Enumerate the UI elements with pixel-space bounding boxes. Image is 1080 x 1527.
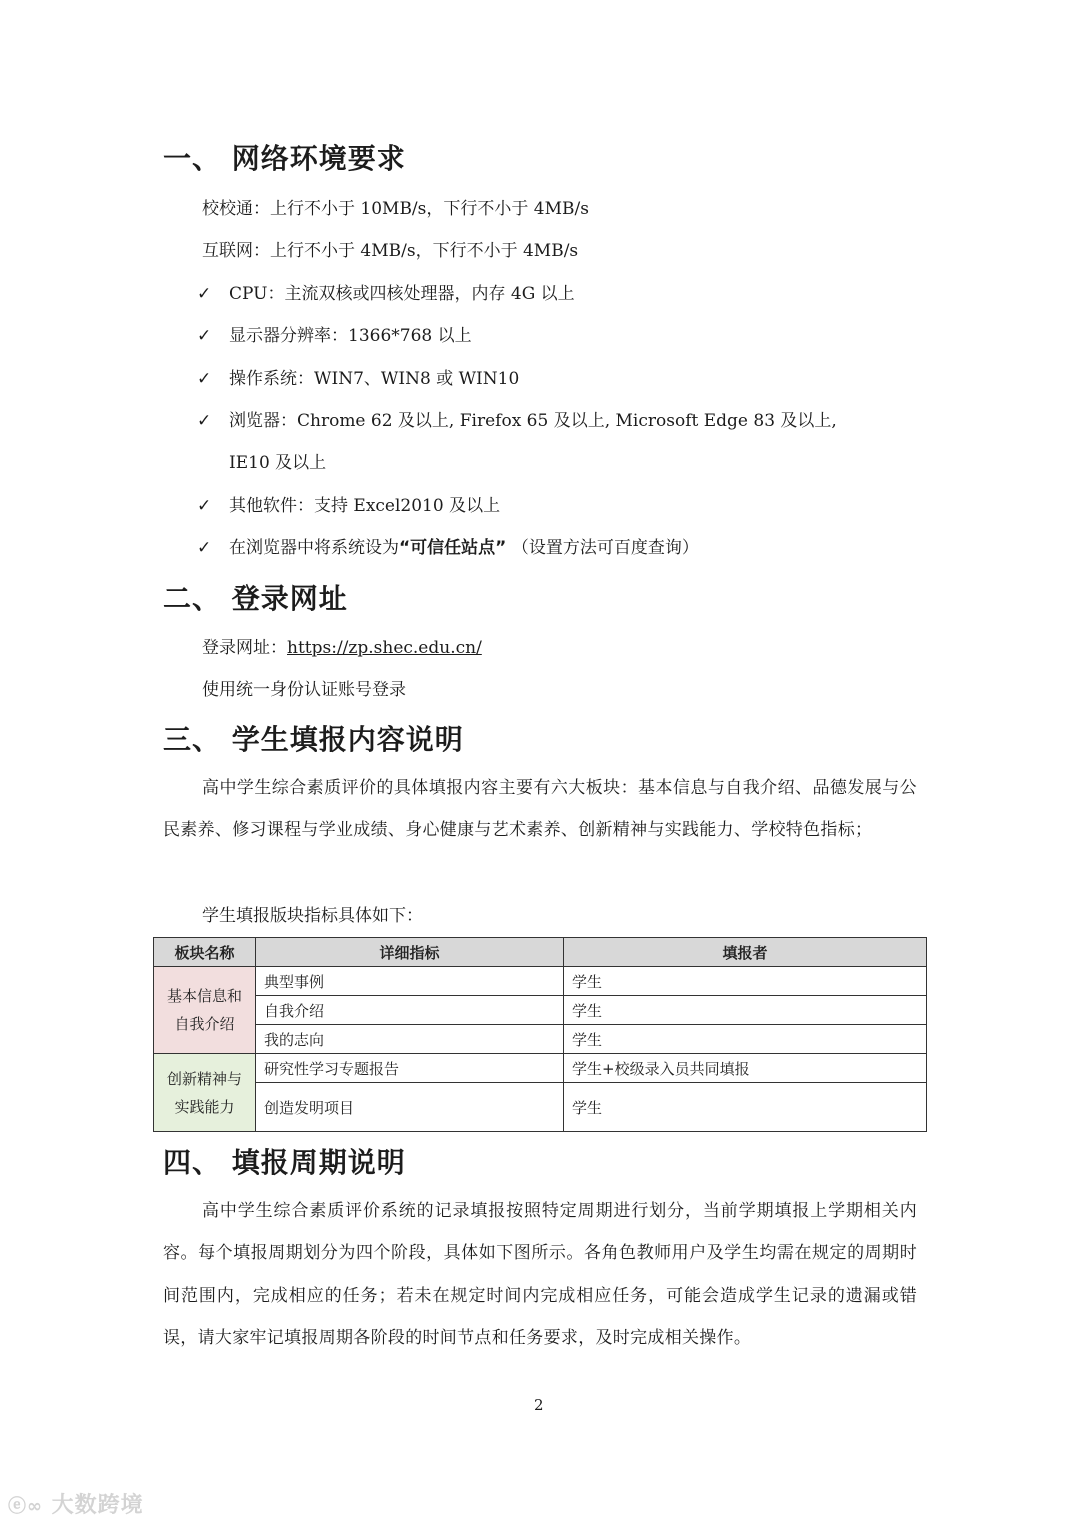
trust-bold: “可信任站点”: [399, 538, 507, 558]
requirement-os: 操作系统：WIN7、WIN8 或 WIN10: [229, 369, 520, 389]
indicator-cell: 典型事例: [256, 967, 564, 996]
page-number: 2: [534, 1396, 544, 1414]
trust-suffix: （设置方法可百度查询）: [520, 538, 699, 558]
trust-prefix: 在浏览器中将系统设为: [229, 538, 399, 558]
header-block: 板块名称: [154, 938, 256, 967]
requirement-software: 其他软件：支持 Excel2010 及以上: [229, 496, 501, 516]
table-row: [154, 1054, 927, 1083]
section4-paragraph: 高中学生综合素质评价系统的记录填报按照特定周期进行划分，当前学期填报上学期相关内容。每个填报周期划分为四个阶段，具体如下图所示。各角色教师用户及学生均需在规定的周期时间范围内，完成相应的任务；若未在规定时间内完成相应任务，可能会造成学生记录的遗漏或错误，请大家牢记填报周期各阶段的时间节点和任务要求，及时完成相关操作。: [163, 1201, 917, 1348]
table-header-row: [154, 938, 927, 967]
filler-cell: 学生: [564, 967, 927, 996]
filler-cell: 学生: [564, 1083, 927, 1132]
watermark-text: 大数跨境: [51, 1493, 144, 1518]
check-icon: ✓: [197, 496, 212, 516]
check-icon: ✓: [197, 369, 212, 389]
login-note: 使用统一身份认证账号登录: [202, 680, 406, 700]
table-row: [154, 1083, 927, 1132]
filler-cell: 学生: [564, 996, 927, 1025]
section3-paragraph: 高中学生综合素质评价的具体填报内容主要有六大板块：基本信息与自我介绍、品德发展与公民素养、修习课程与学业成绩、身心健康与艺术素养、创新精神与实践能力、学校特色指标；: [163, 778, 917, 841]
group-innovation: 创新精神与 实践能力: [154, 1054, 256, 1132]
check-icon: ✓: [197, 411, 212, 431]
indicator-table: [153, 937, 927, 1132]
indicator-cell: 创造发明项目: [256, 1083, 564, 1132]
section3-heading: 三、 学生填报内容说明: [163, 723, 464, 756]
section2-heading: 二、 登录网址: [163, 582, 348, 615]
table-row: [154, 1025, 927, 1054]
check-icon: ✓: [197, 326, 212, 346]
school-network-line: 校校通：上行不小于 10MB/s，下行不小于 4MB/s: [202, 199, 589, 219]
table-row: [154, 996, 927, 1025]
requirement-browser-cont: IE10 及以上: [229, 453, 327, 473]
group-basic-info: 基本信息和 自我介绍: [154, 967, 256, 1054]
indicator-cell: 研究性学习专题报告: [256, 1054, 564, 1083]
table-row: [154, 967, 927, 996]
header-filler: 填报者: [564, 938, 927, 967]
watermark-logo-icon: ⓔ∞: [8, 1496, 43, 1517]
watermark: [8, 1488, 144, 1519]
indicator-cell: 自我介绍: [256, 996, 564, 1025]
filler-cell: 学生: [564, 1025, 927, 1054]
login-url-label: 登录网址：: [202, 638, 287, 658]
check-icon: ✓: [197, 284, 212, 304]
indicator-cell: 我的志向: [256, 1025, 564, 1054]
section1-heading: 一、 网络环境要求: [163, 142, 406, 175]
login-url-link[interactable]: https://zp.shec.edu.cn/: [287, 638, 482, 658]
header-indicator: 详细指标: [256, 938, 564, 967]
internet-line: 互联网：上行不小于 4MB/s，下行不小于 4MB/s: [202, 241, 579, 261]
check-icon: ✓: [197, 538, 212, 558]
section4-heading: 四、 填报周期说明: [163, 1146, 406, 1179]
requirement-display: 显示器分辨率：1366*768 以上: [229, 326, 472, 346]
requirement-trusted-site: [229, 535, 699, 561]
requirement-browser: 浏览器：Chrome 62 及以上, Firefox 65 及以上, Microsoft Edge 83 及以上,: [229, 411, 837, 431]
requirement-cpu: CPU：主流双核或四核处理器，内存 4G 以上: [229, 284, 575, 304]
table-intro: 学生填报版块指标具体如下：: [202, 906, 423, 926]
filler-cell: 学生+校级录入员共同填报: [564, 1054, 927, 1083]
login-url-line: [202, 635, 482, 661]
